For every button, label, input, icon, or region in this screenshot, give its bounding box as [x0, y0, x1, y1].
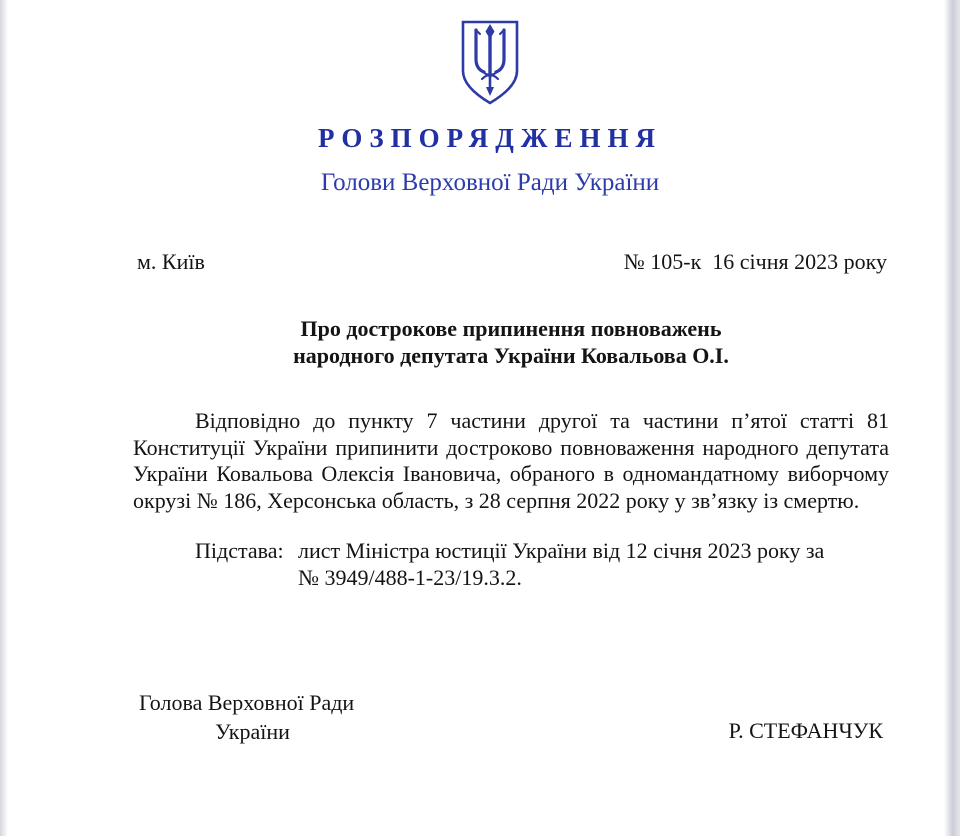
place-label: м. Київ [137, 249, 205, 274]
signature-name: Р. СТЕФАНЧУК [728, 718, 883, 743]
subject-line-1: Про дострокове припинення повноважень [300, 316, 722, 341]
basis-line-2: № 3949/488-1-23/19.3.2. [298, 565, 522, 590]
signature-title-line-1: Голова Верховної Ради [139, 690, 355, 715]
body-paragraph: Відповідно до пункту 7 частини другої та частини п’ятої статті 81 Конституції України припинити достроково повноваження народного депутата України Ковальова Олексія Івановича, обраного в одномандатному виборчому окрузі № 186, Херсонська область, з 28 серпня 2022 року у зв’язку із смертю. [133, 408, 889, 513]
basis-label: Підстава: [195, 538, 284, 563]
basis-text [298, 537, 824, 591]
signature-title-line-2: України [215, 719, 290, 744]
dateline [137, 249, 887, 275]
number-and-date: № 105-к 16 січня 2023 року [623, 249, 887, 274]
document-title: РОЗПОРЯДЖЕННЯ [317, 123, 663, 153]
subject-line-2: народного депутата України Ковальова О.І. [293, 343, 729, 368]
subject-heading [133, 315, 889, 369]
basis-block [195, 537, 824, 591]
basis-line-1: лист Міністра юстиції України від 12 січня 2023 року за [298, 538, 825, 563]
ukraine-coat-of-arms-icon [455, 19, 525, 106]
signature-title [139, 688, 366, 746]
document-subtitle: Голови Верховної Ради України [320, 169, 660, 196]
